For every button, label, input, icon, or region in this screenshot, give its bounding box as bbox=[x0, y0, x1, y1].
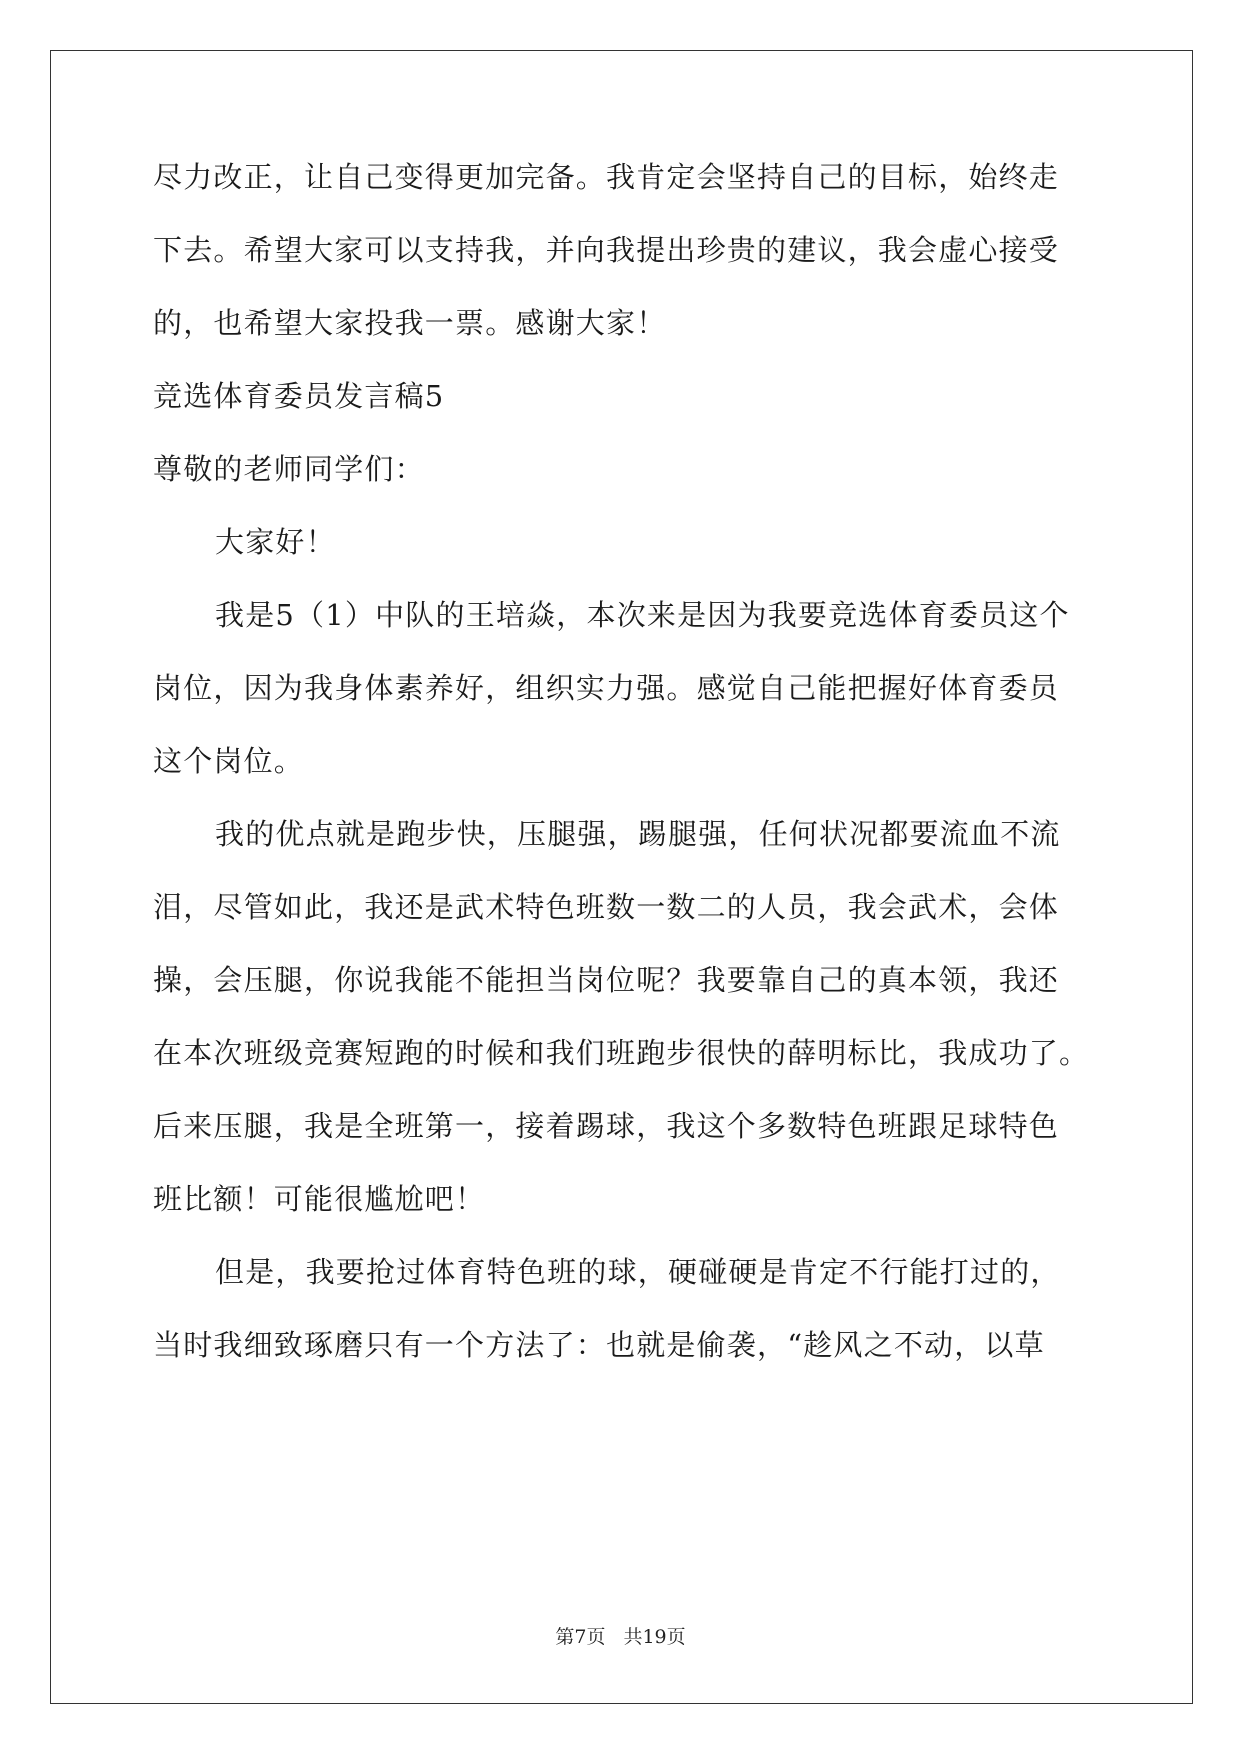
salutation: 尊敬的老师同学们： bbox=[153, 452, 425, 486]
page-border bbox=[50, 50, 1193, 1704]
text-line: 后来压腿，我是全班第一，接着踢球，我这个多数特色班跟足球特色 bbox=[153, 1109, 1060, 1143]
page-footer bbox=[0, 1625, 1241, 1649]
greeting: 大家好！ bbox=[215, 525, 336, 559]
text-line: 我是5（1）中队的王培焱，本次来是因为我要竞选体育委员这个 bbox=[215, 598, 1070, 632]
text-line: 的，也希望大家投我一票。感谢大家！ bbox=[153, 306, 667, 340]
text-line: 尽力改正，让自己变得更加完备。我肯定会坚持自己的目标，始终走 bbox=[153, 160, 1060, 194]
text-line: 我的优点就是跑步快，压腿强，踢腿强，任何状况都要流血不流 bbox=[215, 817, 1061, 851]
text-line: 操，会压腿，你说我能不能担当岗位呢？我要靠自己的真本领，我还 bbox=[153, 963, 1060, 997]
section-heading: 竞选体育委员发言稿5 bbox=[153, 379, 445, 413]
text-line: 班比额！可能很尴尬吧！ bbox=[153, 1182, 486, 1216]
text-line: 泪，尽管如此，我还是武术特色班数一数二的人员，我会武术，会体 bbox=[153, 890, 1060, 924]
page-total: 共19页 bbox=[623, 1626, 686, 1648]
text-line: 这个岗位。 bbox=[153, 744, 305, 778]
page-number: 第7页 bbox=[555, 1626, 606, 1648]
text-line: 下去。希望大家可以支持我，并向我提出珍贵的建议，我会虚心接受 bbox=[153, 233, 1060, 267]
text-line: 岗位，因为我身体素养好，组织实力强。感觉自己能把握好体育委员 bbox=[153, 671, 1060, 705]
text-line: 当时我细致琢磨只有一个方法了：也就是偷袭，“趁风之不动，以草 bbox=[153, 1328, 1045, 1362]
text-line: 但是，我要抢过体育特色班的球，硬碰硬是肯定不行能打过的， bbox=[215, 1255, 1061, 1289]
text-line: 在本次班级竞赛短跑的时候和我们班跑步很快的薛明标比，我成功了。 bbox=[153, 1036, 1090, 1070]
